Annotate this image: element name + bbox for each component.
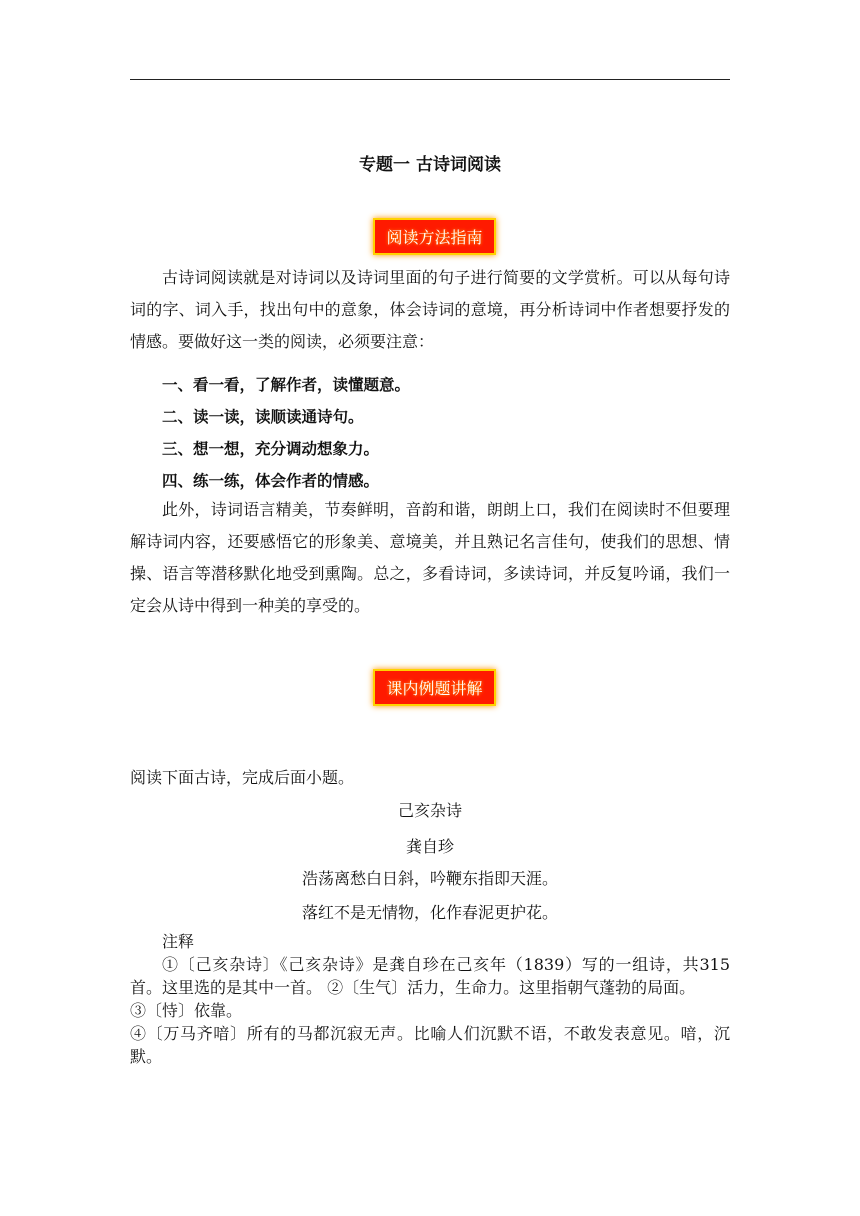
point-1: 一、看一看，了解作者，读懂题意。 bbox=[162, 376, 411, 394]
notes-section bbox=[130, 930, 730, 1068]
note-item: ③〔恃〕依靠。 bbox=[130, 1001, 243, 1020]
instruction: 阅读下面古诗，完成后面小题。 bbox=[130, 768, 355, 787]
notes-heading: 注释 bbox=[162, 932, 195, 951]
point-2: 二、读一读，读顺读通诗句。 bbox=[162, 408, 364, 426]
note-item: ①〔己亥杂诗〕《己亥杂诗》是龚自珍在己亥年（1839）写的一组诗，共315首。这里选的是其中一首。 ②〔生气〕活力，生命力。这里指朝气蓬勃的局面。 bbox=[130, 955, 730, 997]
closing-paragraph: 此外，诗词语言精美，节奏鲜明，音韵和谐，朗朗上口，我们在阅读时不但要理解诗词内容，还要感悟它的形象美、意境美，并且熟记名言佳句，使我们的思想、情操、语言等潜移默化地受到熏陶。总之，多看诗词，多读诗词，并反复吟诵，我们一定会从诗中得到一种美的享受的。 bbox=[130, 500, 730, 615]
note-item: ④〔万马齐喑〕所有的马都沉寂无声。比喻人们沉默不语，不敢发表意见。喑，沉默。 bbox=[130, 1024, 730, 1066]
intro-paragraph: 古诗词阅读就是对诗词以及诗词里面的句子进行简要的文学赏析。可以从每句诗词的字、词入手，找出句中的意象，体会诗词的意境，再分析诗词中作者想要抒发的情感。要做好这一类的阅读，必须要注意： bbox=[130, 268, 730, 351]
page-title: 专题一 古诗词阅读 bbox=[359, 155, 501, 175]
section-banner-example: 课内例题讲解 bbox=[373, 669, 496, 706]
header-rule bbox=[130, 79, 730, 80]
poem-author: 龚自珍 bbox=[405, 837, 454, 856]
poem-line-2: 落红不是无情物，化作春泥更护花。 bbox=[301, 903, 558, 922]
point-3: 三、想一想，充分调动想象力。 bbox=[162, 440, 380, 458]
section-banner-reading-guide: 阅读方法指南 bbox=[373, 218, 496, 255]
poem-line-1: 浩荡离愁白日斜，吟鞭东指即天涯。 bbox=[301, 869, 558, 888]
poem-title: 己亥杂诗 bbox=[397, 801, 462, 820]
point-4: 四、练一练，体会作者的情感。 bbox=[162, 472, 380, 490]
